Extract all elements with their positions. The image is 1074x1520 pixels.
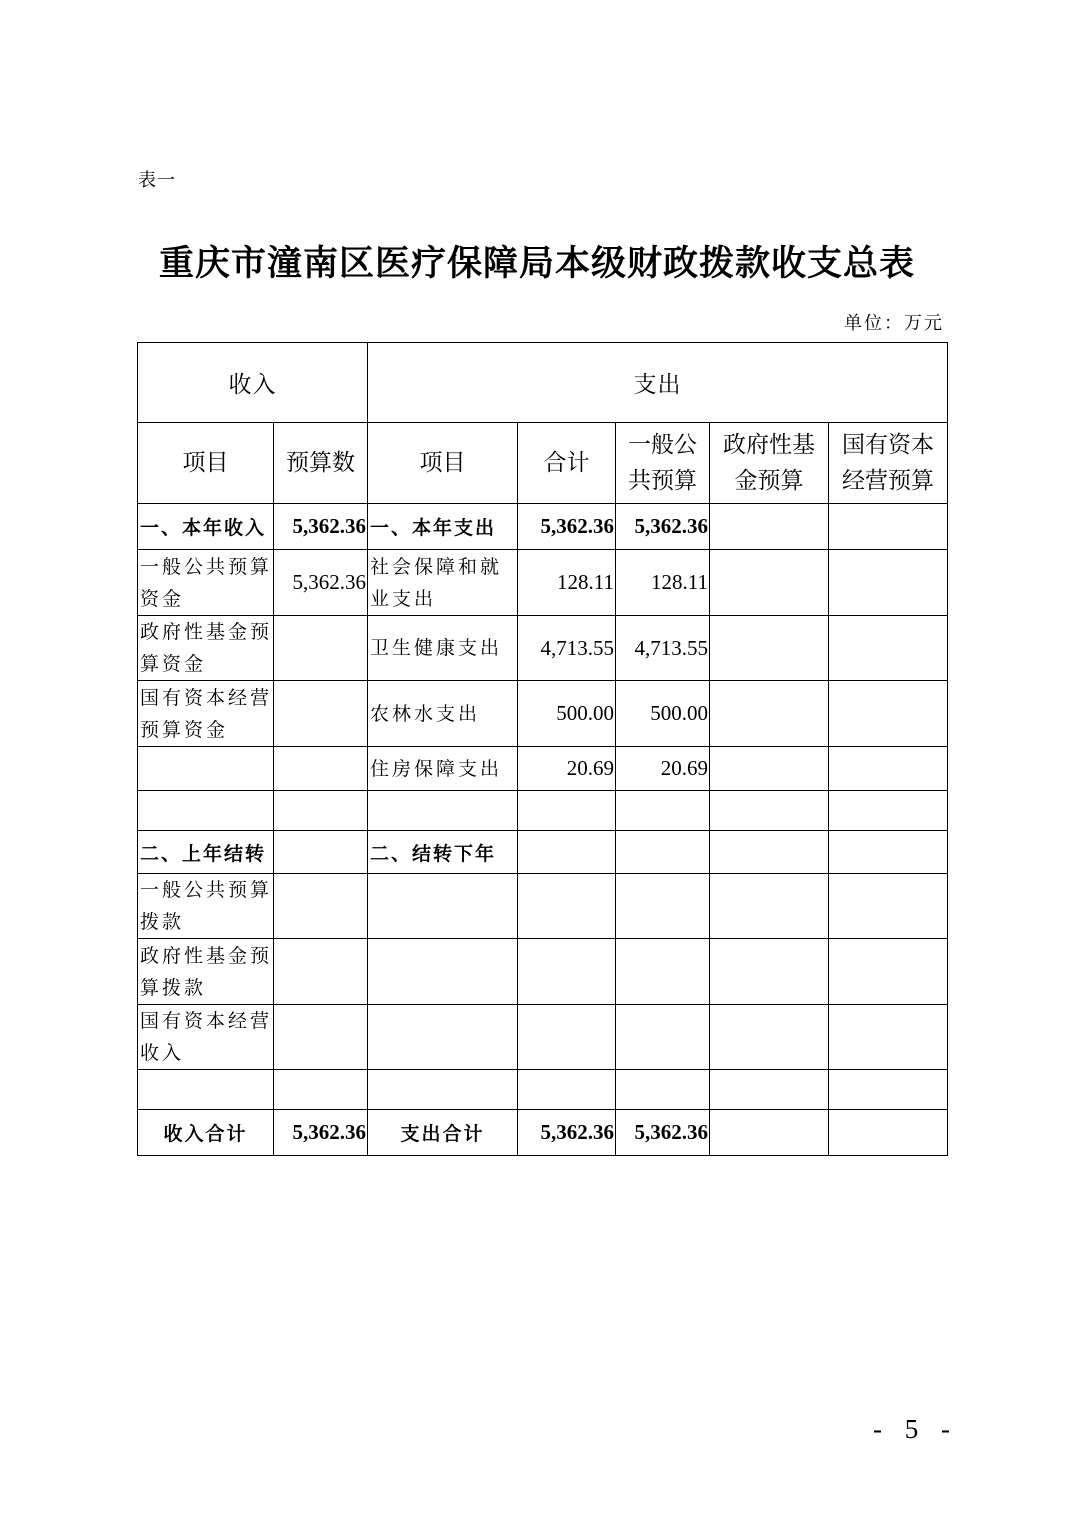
- state-capital-cell: [829, 747, 948, 791]
- gov-fund-cell: [710, 939, 829, 1005]
- income-value-cell: [274, 616, 368, 681]
- expense-item-cell: 农林水支出: [368, 681, 518, 747]
- col-state-capital-budget: 国有资本经营预算: [829, 423, 948, 504]
- expense-header: 支出: [368, 343, 948, 423]
- table-row: [138, 831, 948, 874]
- income-item-cell: [138, 1070, 274, 1110]
- expense-item-cell: 卫生健康支出: [368, 616, 518, 681]
- header-row-sub: [138, 423, 948, 504]
- table-row: [138, 747, 948, 791]
- expense-item-cell: [368, 939, 518, 1005]
- total-cell: 128.11: [518, 550, 616, 616]
- total-cell: [518, 1005, 616, 1070]
- total-cell: 4,713.55: [518, 616, 616, 681]
- col-income-item: 项目: [138, 423, 274, 504]
- expense-item-cell: [368, 1005, 518, 1070]
- expense-item-cell: 一、本年支出: [368, 504, 518, 550]
- state-capital-cell: [829, 681, 948, 747]
- general-cell: 20.69: [616, 747, 710, 791]
- general-cell: [616, 1005, 710, 1070]
- gov-fund-cell: [710, 504, 829, 550]
- expense-item-cell: 二、结转下年: [368, 831, 518, 874]
- income-item-cell: 二、上年结转: [138, 831, 274, 874]
- col-gov-fund-budget: 政府性基金预算: [710, 423, 829, 504]
- gov-fund-cell: [710, 550, 829, 616]
- col-total: 合计: [518, 423, 616, 504]
- total-cell: [518, 831, 616, 874]
- gov-fund-cell: [710, 1070, 829, 1110]
- table-row: [138, 939, 948, 1005]
- expense-item-cell: 社会保障和就业支出: [368, 550, 518, 616]
- col-expense-item: 项目: [368, 423, 518, 504]
- expense-item-cell: 住房保障支出: [368, 747, 518, 791]
- general-cell: [616, 1070, 710, 1110]
- income-value-cell: [274, 874, 368, 939]
- page-number: - 5 -: [873, 1414, 958, 1444]
- income-item-cell: 国有资本经营收入: [138, 1005, 274, 1070]
- income-value-cell: [274, 1070, 368, 1110]
- general-cell: [616, 831, 710, 874]
- finance-table: [137, 342, 948, 1156]
- income-value-cell: [274, 831, 368, 874]
- header-row-main: [138, 343, 948, 423]
- income-item-cell: [138, 791, 274, 831]
- total-cell: 5,362.36: [518, 504, 616, 550]
- income-value-cell: 5,362.36: [274, 1110, 368, 1156]
- expense-item-cell: [368, 791, 518, 831]
- income-value-cell: [274, 747, 368, 791]
- table-row: [138, 1005, 948, 1070]
- income-item-cell: 政府性基金预算拨款: [138, 939, 274, 1005]
- state-capital-cell: [829, 504, 948, 550]
- page-title: 重庆市潼南区医疗保障局本级财政拨款收支总表: [158, 243, 915, 284]
- income-item-cell: 一般公共预算拨款: [138, 874, 274, 939]
- gov-fund-cell: [710, 831, 829, 874]
- state-capital-cell: [829, 1110, 948, 1156]
- income-value-cell: [274, 681, 368, 747]
- total-cell: [518, 874, 616, 939]
- income-item-cell: 政府性基金预算资金: [138, 616, 274, 681]
- table-row: [138, 550, 948, 616]
- table-row: [138, 791, 948, 831]
- state-capital-cell: [829, 1070, 948, 1110]
- total-cell: [518, 939, 616, 1005]
- table-row: [138, 874, 948, 939]
- expense-item-cell: [368, 1070, 518, 1110]
- table-row: [138, 1070, 948, 1110]
- income-value-cell: [274, 1005, 368, 1070]
- gov-fund-cell: [710, 1110, 829, 1156]
- gov-fund-cell: [710, 1005, 829, 1070]
- total-cell: 20.69: [518, 747, 616, 791]
- general-cell: 4,713.55: [616, 616, 710, 681]
- general-cell: 5,362.36: [616, 504, 710, 550]
- income-value-cell: [274, 939, 368, 1005]
- general-cell: 5,362.36: [616, 1110, 710, 1156]
- state-capital-cell: [829, 939, 948, 1005]
- table-row: [138, 504, 948, 550]
- state-capital-cell: [829, 831, 948, 874]
- state-capital-cell: [829, 874, 948, 939]
- unit-label: 单位：万元: [844, 313, 944, 334]
- state-capital-cell: [829, 791, 948, 831]
- expense-item-cell: [368, 874, 518, 939]
- gov-fund-cell: [710, 747, 829, 791]
- total-cell: 5,362.36: [518, 1110, 616, 1156]
- col-general-budget: 一般公共预算: [616, 423, 710, 504]
- gov-fund-cell: [710, 616, 829, 681]
- income-item-cell: 收入合计: [138, 1110, 274, 1156]
- gov-fund-cell: [710, 791, 829, 831]
- expense-item-cell: 支出合计: [368, 1110, 518, 1156]
- gov-fund-cell: [710, 681, 829, 747]
- total-cell: [518, 791, 616, 831]
- state-capital-cell: [829, 1005, 948, 1070]
- gov-fund-cell: [710, 874, 829, 939]
- state-capital-cell: [829, 550, 948, 616]
- income-item-cell: 一、本年收入: [138, 504, 274, 550]
- income-item-cell: 一般公共预算资金: [138, 550, 274, 616]
- general-cell: 128.11: [616, 550, 710, 616]
- total-cell: [518, 1070, 616, 1110]
- general-cell: [616, 791, 710, 831]
- total-cell: 500.00: [518, 681, 616, 747]
- table-label: 表一: [138, 170, 176, 191]
- general-cell: [616, 939, 710, 1005]
- income-value-cell: 5,362.36: [274, 550, 368, 616]
- table-row: [138, 616, 948, 681]
- general-cell: [616, 874, 710, 939]
- table-row: [138, 681, 948, 747]
- income-header: 收入: [138, 343, 368, 423]
- general-cell: 500.00: [616, 681, 710, 747]
- table-row-total: [138, 1110, 948, 1156]
- state-capital-cell: [829, 616, 948, 681]
- income-value-cell: [274, 791, 368, 831]
- income-item-cell: [138, 747, 274, 791]
- col-budget: 预算数: [274, 423, 368, 504]
- income-item-cell: 国有资本经营预算资金: [138, 681, 274, 747]
- income-value-cell: 5,362.36: [274, 504, 368, 550]
